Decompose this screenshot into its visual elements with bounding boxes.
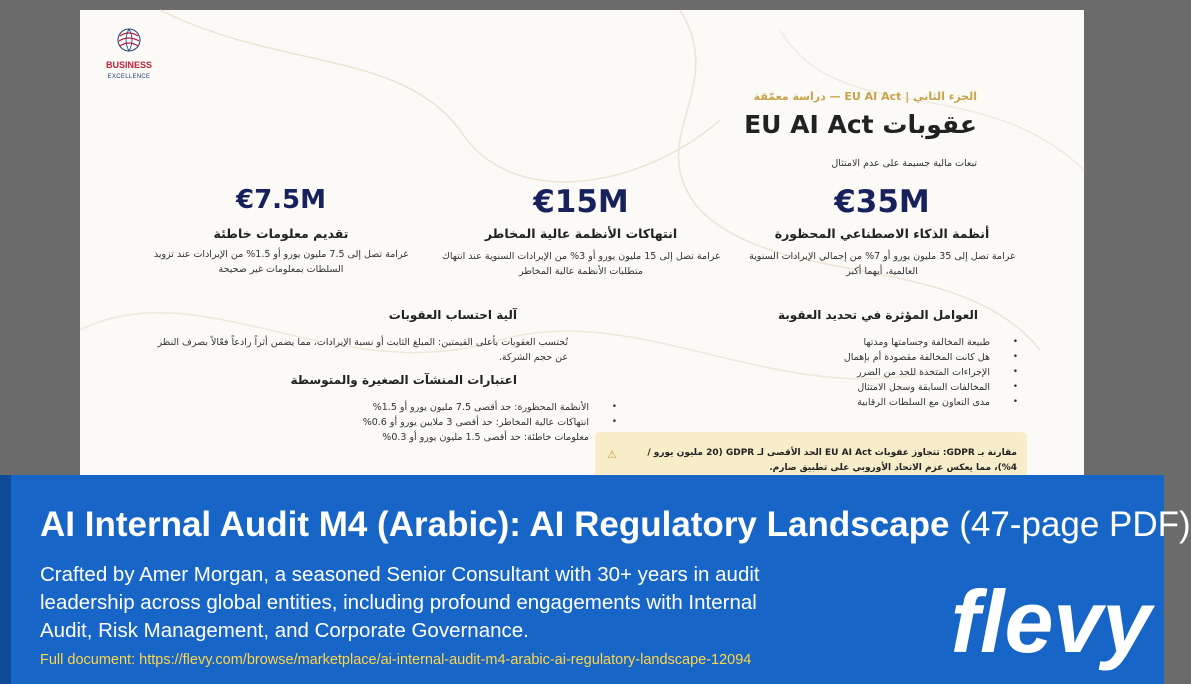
slide-title: عقوبات EU AI Act	[744, 110, 977, 139]
factors-list	[730, 335, 1018, 410]
list-item: • مدى التعاون مع السلطات الرقابية	[857, 397, 1018, 408]
globe-icon	[114, 26, 144, 54]
list-item: • هل كانت المخالفة مقصودة أم بإهمال	[843, 352, 1018, 363]
flevy-logo-text: flevy	[950, 572, 1152, 671]
sme-list	[289, 400, 617, 445]
penalty-column-prohibited	[737, 184, 1027, 279]
penalty-description: غرامة تصل إلى 15 مليون يورو أو 3% من الإيرادات السنوية عند انتهاك متطلبات الأنظمة عالية المخاطر	[442, 251, 720, 277]
document-title: AI Internal Audit M4 (Arabic): AI Regulatory Landscape	[40, 505, 950, 544]
banner-description: Crafted by Amer Morgan, a seasoned Senior Consultant with 30+ years in audit leadership across global entities, including profound engagements with Internal Audit, Risk Management, and Corporate Governance.	[40, 563, 760, 642]
penalty-column-high-risk	[436, 184, 726, 279]
penalty-column-false-info	[140, 182, 422, 277]
slide-kicker: الجزء الثاني | EU AI Act — دراسة معمّقة	[753, 90, 977, 103]
note-text: مقارنة بـ GDPR: تتجاوز عقوبات EU AI Act الحد الأقصى لـ GDPR (20 مليون يورو / 4%)، مما يعكس عزم الاتحاد الأوروبي على تطبيق صارم.	[647, 448, 1017, 473]
mechanism-heading: آلية احتساب العقوبات	[388, 308, 517, 322]
banner-title	[40, 505, 1191, 545]
document-link[interactable]: Full document: https://flevy.com/browse/marketplace/ai-internal-audit-m4-arabic-ai-regulatory-landscape-12094	[40, 652, 752, 668]
penalty-amount: €35M	[834, 184, 930, 220]
list-item: • الأنظمة المحظورة: حد أقصى 7.5 مليون يورو أو 1.5%	[372, 402, 617, 413]
list-item: • طبيعة المخالفة وجسامتها ومدتها	[863, 337, 1018, 348]
factors-heading: العوامل المؤثرة في تحديد العقوبة	[778, 308, 978, 322]
penalty-amount: €15M	[533, 184, 629, 220]
mechanism-text: تُحتسب العقوبات بأعلى القيمتين: المبلغ الثابت أو نسبة الإيرادات، مما يضمن أثراً رادعاً فعّالاً بصرف النظر عن حجم الشركة.	[157, 337, 568, 363]
list-item: معلومات خاطئة: حد أقصى 1.5 مليون يورو أو 0.3%	[382, 432, 589, 443]
page-count: (47-page PDF)	[959, 505, 1191, 544]
penalty-description: غرامة تصل إلى 7.5 مليون يورو أو 1.5% من الإيرادات عند تزويد السلطات بمعلومات غير صحيحة	[153, 249, 409, 275]
sme-heading: اعتبارات المنشآت الصغيرة والمتوسطة	[290, 373, 517, 387]
list-item: • المخالفات السابقة وسجل الامتثال	[857, 382, 1018, 393]
penalty-heading: أنظمة الذكاء الاصطناعي المحظورة	[774, 226, 990, 241]
penalty-amount: €7.5M	[235, 185, 327, 215]
list-item: • انتهاكات عالية المخاطر: حد أقصى 3 ملايين يورو أو 0.6%	[362, 417, 617, 428]
slide-tagline: تبعات مالية جسيمة على عدم الامتثال	[831, 158, 977, 169]
document-slide	[80, 10, 1084, 480]
warning-icon: ⚠	[607, 448, 617, 461]
flevy-logo	[950, 572, 1152, 671]
list-item: • الإجراءات المتخذة للحد من الضرر	[856, 367, 1018, 378]
banner-edge	[0, 475, 11, 684]
penalty-heading: تقديم معلومات خاطئة	[213, 226, 349, 241]
penalty-heading: انتهاكات الأنظمة عالية المخاطر	[484, 226, 678, 241]
business-excellence-logo	[94, 26, 164, 82]
penalty-description: غرامة تصل إلى 35 مليون يورو أو 7% من إجمالي الإيرادات السنوية العالمية، أيهما أكبر	[749, 251, 1015, 277]
logo-name: BUSINESS	[105, 60, 152, 70]
logo-subtitle: EXCELLENCE	[107, 74, 151, 80]
